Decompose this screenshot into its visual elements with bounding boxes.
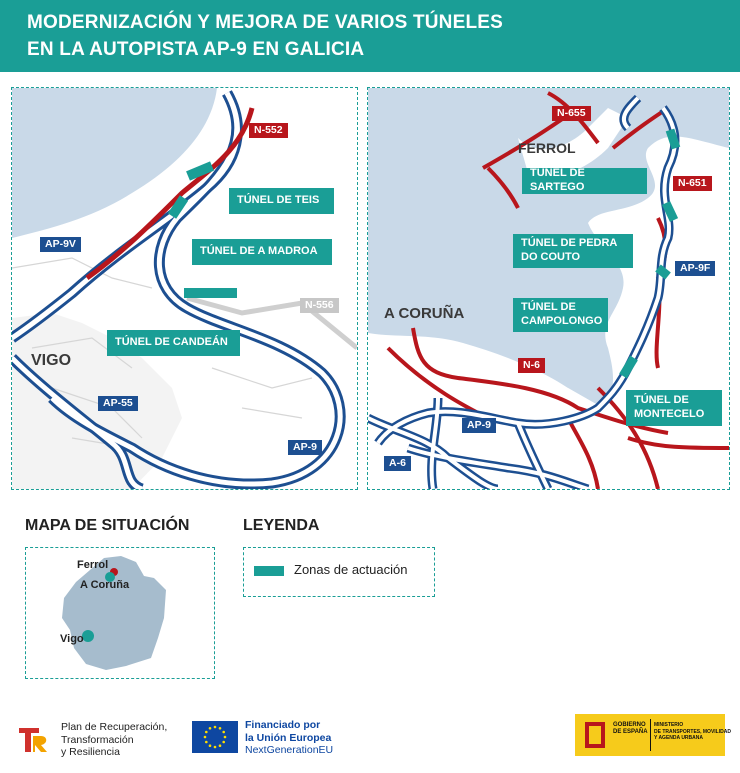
recovery-plan-line-1: Plan de Recuperación, — [61, 721, 168, 733]
page-header — [0, 0, 740, 72]
situation-label-a-coruna: A Coruña — [80, 579, 130, 591]
legend-swatch-teal — [254, 566, 284, 576]
tunnel-label-campolongo: TÚNEL DE CAMPOLONGO — [513, 298, 608, 332]
ministry-text — [654, 722, 731, 742]
situation-label-vigo: Vigo — [60, 633, 84, 645]
road-label-n655: N-655 — [552, 106, 591, 121]
eu-line-1: Financiado por — [245, 719, 321, 731]
recovery-plan-line-3: y Resiliencia — [61, 746, 120, 759]
eu-stars — [192, 721, 238, 753]
page-title-line-1: MODERNIZACIÓN Y MEJORA DE VARIOS TÚNELES — [27, 12, 504, 33]
situation-map-title: MAPA DE SITUACIÓN — [25, 517, 190, 534]
road-label-ap9f: AP-9F — [675, 261, 715, 276]
tunnel-label-teis: TÚNEL DE TEIS — [229, 188, 334, 214]
government-logo — [575, 714, 731, 756]
vigo-map-graphics — [12, 88, 357, 489]
road-label-ap9v: AP-9V — [40, 237, 81, 252]
road-label-n556: N-556 — [300, 298, 339, 313]
road-label-n552: N-552 — [249, 123, 288, 138]
galicia-outline — [26, 548, 214, 678]
legend-title: LEYENDA — [243, 517, 320, 534]
ministry-line-1: MINISTERIO — [654, 722, 684, 728]
road-label-ap55: AP-55 — [98, 396, 138, 411]
road-label-a6: A-6 — [384, 456, 411, 471]
ministry-line-2: DE TRANSPORTES, MOVILIDAD — [654, 728, 731, 735]
legend-item-label: Zonas de actuación — [294, 562, 408, 577]
logo-divider — [650, 719, 651, 751]
eu-line-2: la Unión Europea — [245, 731, 332, 744]
road-label-ap9: AP-9 — [462, 418, 496, 433]
road-label-n6: N-6 — [518, 358, 545, 373]
coat-of-arms-icon — [581, 718, 609, 752]
situation-map — [25, 547, 215, 679]
recovery-plan-logo — [17, 724, 53, 754]
gobierno-line-1: GOBIERNO — [613, 722, 646, 728]
tunnel-label-sartego: TÚNEL DE SARTEGO — [522, 168, 647, 194]
ministry-line-3: Y AGENDA URBANA — [654, 735, 703, 741]
eu-funding-text — [245, 719, 333, 757]
city-label-vigo: VIGO — [31, 352, 72, 369]
tunnel-label-pedra-do-couto: TÚNEL DE PEDRA DO COUTO — [513, 234, 633, 268]
page-title-line-2: EN LA AUTOPISTA AP-9 EN GALICIA — [27, 39, 365, 60]
legend-box — [243, 547, 435, 597]
vigo-map — [11, 87, 358, 490]
gobierno-line-2: DE ESPAÑA — [613, 729, 648, 736]
tunnel-label-montecelo: TÚNEL DE MONTECELO — [626, 390, 722, 426]
eu-flag-icon — [192, 721, 238, 753]
recovery-plan-line-2: Transformación — [61, 733, 134, 746]
coruna-ferrol-map — [367, 87, 730, 490]
city-label-ferrol: FERROL — [518, 140, 576, 156]
recovery-plan-text — [61, 721, 167, 759]
road-label-n651: N-651 — [673, 176, 712, 191]
eu-line-3: NextGenerationEU — [245, 744, 334, 757]
city-label-a-coruna: A CORUÑA — [384, 305, 465, 322]
recovery-plan-logo-graphic — [17, 724, 53, 754]
tunnel-label-madroa: TÚNEL DE A MADROA — [192, 239, 332, 265]
tunnel-label-candean: TÚNEL DE CANDEÁN — [107, 330, 240, 356]
situation-label-ferrol: Ferrol — [77, 559, 109, 571]
road-label-ap9: AP-9 — [288, 440, 322, 455]
gobierno-text — [613, 722, 648, 736]
